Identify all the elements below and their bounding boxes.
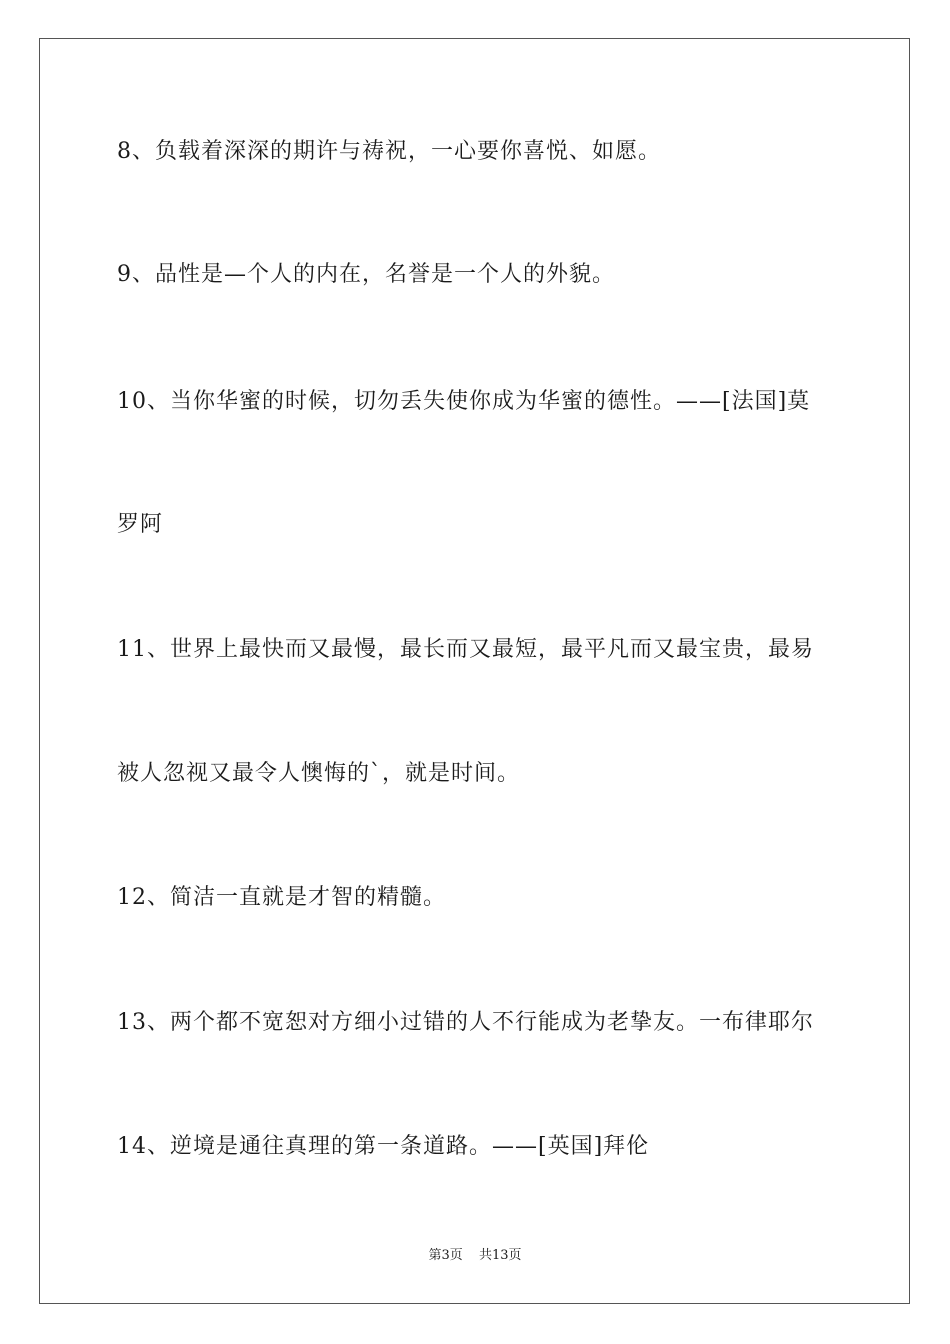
text-line-quote-8: 8、负载着深深的期许与祷祝，一心要你喜悦、如愿。 bbox=[117, 139, 661, 164]
text-line-quote-13: 13、两个都不宽恕对方细小过错的人不行能成为老挚友。一布律耶尔 bbox=[117, 1010, 814, 1035]
page-border bbox=[39, 38, 910, 1304]
text-line-quote-10-cont: 罗阿 bbox=[117, 512, 164, 537]
text-line-quote-11: 11、世界上最快而又最慢，最长而又最短，最平凡而又最宝贵，最易 bbox=[117, 637, 814, 662]
text-line-quote-9: 9、品性是—个人的内在，名誉是一个人的外貌。 bbox=[117, 262, 615, 287]
page-footer bbox=[0, 1248, 950, 1264]
text-line-quote-10: 10、当你华蜜的时候，切勿丢失使你成为华蜜的德性。——[法国]莫 bbox=[117, 389, 811, 414]
total-pages: 共13页 bbox=[478, 1248, 522, 1263]
text-line-quote-12: 12、简洁一直就是才智的精髓。 bbox=[117, 885, 446, 910]
page-number: 第3页 bbox=[428, 1248, 463, 1263]
text-line-quote-11-cont: 被人忽视又最令人懊悔的`，就是时间。 bbox=[117, 761, 521, 786]
text-line-quote-14: 14、逆境是通往真理的第一条道路。——[英国]拜伦 bbox=[117, 1134, 650, 1159]
